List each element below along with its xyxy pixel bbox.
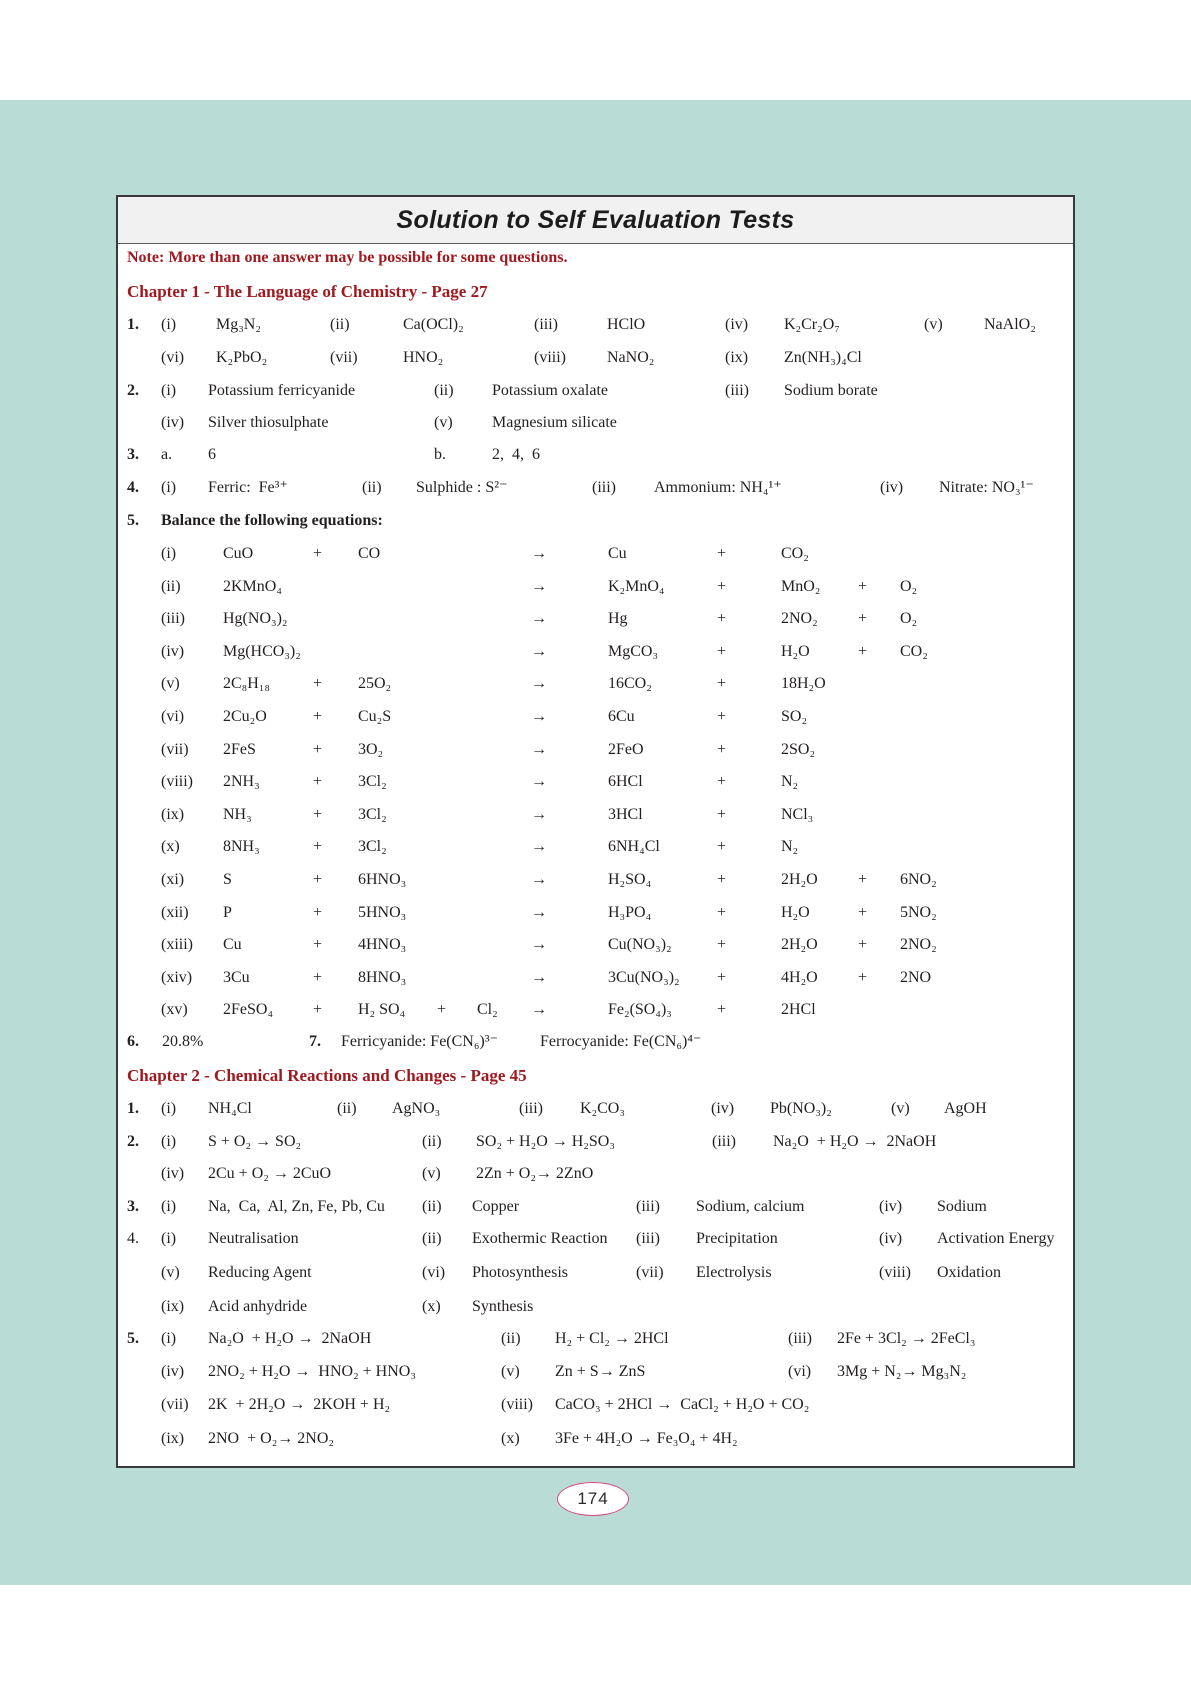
chemical-formula: 2FeSO₄ bbox=[223, 1001, 274, 1018]
chemical-formula: H₂ SO₄ bbox=[358, 1001, 406, 1018]
chemical-formula: Cl₂ bbox=[477, 1001, 498, 1018]
chemical-formula: H₂O bbox=[781, 643, 810, 660]
chemical-formula: 2SO₂ bbox=[781, 741, 816, 758]
item-label: (ix) bbox=[725, 349, 749, 366]
answer-text: Zn(NH₃)₄Cl bbox=[784, 349, 862, 366]
item-label: (iii) bbox=[519, 1100, 543, 1117]
answer-text: Silver thiosulphate bbox=[208, 414, 329, 431]
answer-text: 3Fe + 4H₂O → Fe₃O₄ + 4H₂ bbox=[555, 1430, 738, 1447]
plus-sign: + bbox=[313, 741, 323, 758]
answer-text: Photosynthesis bbox=[472, 1264, 569, 1281]
item-label: (iii) bbox=[712, 1133, 736, 1150]
arrow-sign: → bbox=[531, 773, 547, 790]
answer-text: 2Zn + O₂→ 2ZnO bbox=[476, 1165, 594, 1182]
plus-sign: + bbox=[313, 708, 323, 725]
chemical-formula: 6HNO₃ bbox=[358, 871, 407, 888]
note-text: Note: More than one answer may be possible for some questions. bbox=[127, 249, 568, 266]
plus-sign: + bbox=[717, 871, 727, 888]
plus-sign: + bbox=[313, 838, 323, 855]
arrow-sign: → bbox=[531, 708, 547, 725]
question-number: 4. bbox=[127, 1230, 139, 1247]
chemical-formula: 2H₂O bbox=[781, 936, 818, 953]
answer-text: NaAlO₂ bbox=[984, 316, 1036, 333]
item-label: (viii) bbox=[879, 1264, 911, 1281]
equation-label: (ii) bbox=[161, 578, 181, 595]
question-number: 3. bbox=[127, 1198, 139, 1215]
chemical-formula: H₃PO₄ bbox=[608, 904, 652, 921]
chemical-formula: 3Cl₂ bbox=[358, 838, 387, 855]
item-label: (i) bbox=[161, 382, 177, 399]
chemical-formula: O₂ bbox=[900, 610, 918, 627]
question-number: 2. bbox=[127, 1133, 139, 1150]
equation-label: (xiv) bbox=[161, 969, 193, 986]
chemical-formula: 2FeO bbox=[608, 741, 644, 758]
answer-text: 2, 4, 6 bbox=[492, 446, 540, 463]
answer-text: SO₂ + H₂O → H₂SO₃ bbox=[476, 1133, 615, 1150]
chemical-formula: N₂ bbox=[781, 773, 799, 790]
answer-text: K₂PbO₂ bbox=[216, 349, 268, 366]
item-label: (iii) bbox=[534, 316, 558, 333]
answer-text: Sodium borate bbox=[784, 382, 878, 399]
arrow-sign: → bbox=[531, 838, 547, 855]
equation-label: (ix) bbox=[161, 806, 185, 823]
arrow-sign: → bbox=[531, 578, 547, 595]
chemical-formula: Cu₂S bbox=[358, 708, 392, 725]
item-label: (iii) bbox=[592, 479, 616, 496]
answer-text: K₂CO₃ bbox=[580, 1100, 625, 1117]
chemical-formula: 2KMnO₄ bbox=[223, 578, 282, 595]
chemical-formula: Cu(NO₃)₂ bbox=[608, 936, 672, 953]
item-label: (v) bbox=[924, 316, 943, 333]
item-label: (i) bbox=[161, 1133, 177, 1150]
chemical-formula: MgCO₃ bbox=[608, 643, 659, 660]
arrow-sign: → bbox=[531, 969, 547, 986]
answer-text: K₂Cr₂O₇ bbox=[784, 316, 840, 333]
answer-text: Electrolysis bbox=[696, 1264, 772, 1281]
plus-sign: + bbox=[858, 936, 868, 953]
chemical-formula: 3O₂ bbox=[358, 741, 384, 758]
answer-text: 2NO₂ + H₂O → HNO₂ + HNO₃ bbox=[208, 1363, 416, 1380]
page-number: 174 bbox=[557, 1482, 629, 1516]
plus-sign: + bbox=[313, 545, 323, 562]
chemical-formula: H₂O bbox=[781, 904, 810, 921]
arrow-sign: → bbox=[531, 1001, 547, 1018]
answer-text: Pb(NO₃)₂ bbox=[770, 1100, 832, 1117]
item-label: (iv) bbox=[879, 1198, 903, 1215]
answer-text: Zn + S→ ZnS bbox=[555, 1363, 646, 1380]
chemical-formula: Hg(NO₃)₂ bbox=[223, 610, 288, 627]
chemical-formula: Cu bbox=[608, 545, 627, 562]
chemical-formula: Cu bbox=[223, 936, 242, 953]
item-label: (ii) bbox=[434, 382, 454, 399]
question-number: 6. bbox=[127, 1033, 139, 1050]
equation-label: (xii) bbox=[161, 904, 189, 921]
chemical-formula: MnO₂ bbox=[781, 578, 821, 595]
chapter2-heading: Chapter 2 - Chemical Reactions and Changes - Page 45 bbox=[127, 1066, 527, 1085]
item-label: (ii) bbox=[422, 1133, 442, 1150]
chemical-formula: 2HCl bbox=[781, 1001, 816, 1018]
equation-label: (i) bbox=[161, 545, 177, 562]
chemical-formula: O₂ bbox=[900, 578, 918, 595]
question-number: 3. bbox=[127, 446, 139, 463]
plus-sign: + bbox=[313, 871, 323, 888]
chemical-formula: 3Cl₂ bbox=[358, 773, 387, 790]
answer-text: S + O₂ → SO₂ bbox=[208, 1133, 302, 1150]
answer-text: Ammonium: NH₄¹⁺ bbox=[654, 479, 782, 496]
arrow-sign: → bbox=[531, 936, 547, 953]
plus-sign: + bbox=[313, 904, 323, 921]
plus-sign: + bbox=[858, 969, 868, 986]
answer-text: Ferric: Fe³⁺ bbox=[208, 479, 288, 496]
question-number: 1. bbox=[127, 316, 139, 333]
chemical-formula: 4H₂O bbox=[781, 969, 818, 986]
item-label: (v) bbox=[501, 1363, 520, 1380]
item-label: (iv) bbox=[725, 316, 749, 333]
answer-text: Acid anhydride bbox=[208, 1298, 308, 1315]
plus-sign: + bbox=[313, 969, 323, 986]
answer-text: NH₄Cl bbox=[208, 1100, 252, 1117]
chemical-formula: 5NO₂ bbox=[900, 904, 937, 921]
chemical-formula: CO₂ bbox=[900, 643, 928, 660]
item-label: (vii) bbox=[161, 1396, 189, 1413]
arrow-sign: → bbox=[531, 610, 547, 627]
item-label: (ii) bbox=[330, 316, 350, 333]
answer-text: H₂ + Cl₂ → 2HCl bbox=[555, 1330, 669, 1347]
plus-sign: + bbox=[858, 578, 868, 595]
arrow-sign: → bbox=[531, 545, 547, 562]
item-label: (vi) bbox=[422, 1264, 446, 1281]
plus-sign: + bbox=[717, 708, 727, 725]
answer-text: 2Fe + 3Cl₂ → 2FeCl₃ bbox=[837, 1330, 976, 1347]
item-label: (iii) bbox=[788, 1330, 812, 1347]
answer-text: AgNO₃ bbox=[392, 1100, 441, 1117]
item-label: (i) bbox=[161, 1230, 177, 1247]
question-number: 2. bbox=[127, 382, 139, 399]
item-label: (ii) bbox=[422, 1230, 442, 1247]
item-label: (i) bbox=[161, 1330, 177, 1347]
chemical-formula: 2C₈H₁₈ bbox=[223, 675, 270, 692]
chemical-formula: 2NO bbox=[900, 969, 932, 986]
chemical-formula: 2NO₂ bbox=[781, 610, 818, 627]
answer-text: Copper bbox=[472, 1198, 520, 1215]
answer-text: Potassium ferricyanide bbox=[208, 382, 356, 399]
plus-sign: + bbox=[858, 871, 868, 888]
answer-text: Na, Ca, Al, Zn, Fe, Pb, Cu bbox=[208, 1198, 385, 1215]
item-label: (vii) bbox=[330, 349, 358, 366]
plus-sign: + bbox=[313, 675, 323, 692]
chemical-formula: Mg(HCO₃)₂ bbox=[223, 643, 301, 660]
item-label: (viii) bbox=[501, 1396, 533, 1413]
answer-text: Na₂O + H₂O → 2NaOH bbox=[773, 1133, 937, 1150]
plus-sign: + bbox=[717, 545, 727, 562]
plus-sign: + bbox=[717, 904, 727, 921]
item-label: (v) bbox=[891, 1100, 910, 1117]
item-label: (iv) bbox=[161, 1165, 185, 1182]
chemical-formula: 16CO₂ bbox=[608, 675, 652, 692]
chemical-formula: 8NH₃ bbox=[223, 838, 260, 855]
chemical-formula: 3Cu(NO₃)₂ bbox=[608, 969, 680, 986]
item-label: (i) bbox=[161, 316, 177, 333]
answer-text: Sodium bbox=[937, 1198, 987, 1215]
answer-text: Sodium, calcium bbox=[696, 1198, 805, 1215]
answer-text: Neutralisation bbox=[208, 1230, 299, 1247]
answer-text: Ferrocyanide: Fe(CN₆)⁴⁻ bbox=[540, 1033, 702, 1050]
chemical-formula: H₂SO₄ bbox=[608, 871, 652, 888]
equation-label: (viii) bbox=[161, 773, 193, 790]
answer-text: 2Cu + O₂ → 2CuO bbox=[208, 1165, 332, 1182]
answer-text: Sulphide : S²⁻ bbox=[416, 479, 508, 496]
item-label: (iv) bbox=[879, 1230, 903, 1247]
answer-text: Na₂O + H₂O → 2NaOH bbox=[208, 1330, 372, 1347]
answer-text: HNO₂ bbox=[403, 349, 444, 366]
equation-label: (vi) bbox=[161, 708, 185, 725]
answer-text: Synthesis bbox=[472, 1298, 534, 1315]
item-label: (v) bbox=[434, 414, 453, 431]
plus-sign: + bbox=[717, 969, 727, 986]
chemical-formula: CO₂ bbox=[781, 545, 809, 562]
item-label: (x) bbox=[422, 1298, 441, 1315]
item-label: (ii) bbox=[501, 1330, 521, 1347]
item-label: (v) bbox=[422, 1165, 441, 1182]
chapter1-heading: Chapter 1 - The Language of Chemistry - Page 27 bbox=[127, 282, 488, 301]
answer-text: Magnesium silicate bbox=[492, 414, 617, 431]
question-number: 5. bbox=[127, 1330, 139, 1347]
plus-sign: + bbox=[717, 773, 727, 790]
plus-sign: + bbox=[313, 936, 323, 953]
plus-sign: + bbox=[717, 1001, 727, 1018]
chemical-formula: 6NH₄Cl bbox=[608, 838, 660, 855]
item-label: (vii) bbox=[636, 1264, 664, 1281]
chemical-formula: 4HNO₃ bbox=[358, 936, 407, 953]
chemical-formula: 5HNO₃ bbox=[358, 904, 407, 921]
answer-text: Activation Energy bbox=[937, 1230, 1055, 1247]
answer-text: Ferricyanide: Fe(CN₆)³⁻ bbox=[341, 1033, 498, 1050]
answer-text: Mg₃N₂ bbox=[216, 316, 261, 333]
item-label: (ix) bbox=[161, 1298, 185, 1315]
plus-sign: + bbox=[858, 904, 868, 921]
plus-sign: + bbox=[717, 643, 727, 660]
chemical-formula: 2NH₃ bbox=[223, 773, 260, 790]
arrow-sign: → bbox=[531, 741, 547, 758]
arrow-sign: → bbox=[531, 643, 547, 660]
plus-sign: + bbox=[313, 1001, 323, 1018]
chemical-formula: CO bbox=[358, 545, 381, 562]
item-label: (ii) bbox=[337, 1100, 357, 1117]
chemical-formula: 6HCl bbox=[608, 773, 643, 790]
arrow-sign: → bbox=[531, 806, 547, 823]
answer-text: Nitrate: NO₃¹⁻ bbox=[939, 479, 1034, 496]
item-label: (iv) bbox=[161, 414, 185, 431]
chemical-formula: 2NO₂ bbox=[900, 936, 937, 953]
chemical-formula: N₂ bbox=[781, 838, 799, 855]
page-title: Solution to Self Evaluation Tests bbox=[396, 205, 795, 234]
equation-label: (xi) bbox=[161, 871, 185, 888]
chemical-formula: 3HCl bbox=[608, 806, 643, 823]
answer-text: HClO bbox=[607, 316, 646, 333]
answer-text: 3Mg + N₂→ Mg₃N₂ bbox=[837, 1363, 967, 1380]
item-label: b. bbox=[434, 446, 446, 463]
arrow-sign: → bbox=[531, 871, 547, 888]
item-label: (iv) bbox=[880, 479, 904, 496]
answer-text: Reducing Agent bbox=[208, 1264, 312, 1281]
plus-sign: + bbox=[717, 741, 727, 758]
chemical-formula: 2Cu₂O bbox=[223, 708, 267, 725]
chemical-formula: 25O₂ bbox=[358, 675, 392, 692]
chemical-formula: NCl₃ bbox=[781, 806, 814, 823]
item-label: (viii) bbox=[534, 349, 566, 366]
answer-text: 20.8% bbox=[162, 1033, 204, 1050]
item-label: (iv) bbox=[161, 1363, 185, 1380]
chemical-formula: Hg bbox=[608, 610, 628, 627]
chemical-formula: 18H₂O bbox=[781, 675, 826, 692]
plus-sign: + bbox=[717, 610, 727, 627]
answer-text: 6 bbox=[208, 446, 216, 463]
answer-text: Precipitation bbox=[696, 1230, 778, 1247]
item-label: (x) bbox=[501, 1430, 520, 1447]
item-label: (ii) bbox=[362, 479, 382, 496]
chemical-formula: K₂MnO₄ bbox=[608, 578, 665, 595]
plus-sign: + bbox=[313, 806, 323, 823]
equation-label: (xiii) bbox=[161, 936, 193, 953]
question-number: 7. bbox=[309, 1033, 321, 1050]
plus-sign: + bbox=[313, 773, 323, 790]
equation-label: (v) bbox=[161, 675, 180, 692]
chemical-formula: P bbox=[223, 904, 232, 921]
item-label: (v) bbox=[161, 1264, 180, 1281]
answer-text: 2NO + O₂→ 2NO₂ bbox=[208, 1430, 334, 1447]
plus-sign: + bbox=[717, 675, 727, 692]
chemical-formula: NH₃ bbox=[223, 806, 252, 823]
answer-text: Exothermic Reaction bbox=[472, 1230, 608, 1247]
chemical-formula: 2FeS bbox=[223, 741, 256, 758]
equation-label: (x) bbox=[161, 838, 180, 855]
chemical-formula: 6Cu bbox=[608, 708, 635, 725]
answer-text: Potassium oxalate bbox=[492, 382, 608, 399]
answer-text: Oxidation bbox=[937, 1264, 1001, 1281]
plus-sign: + bbox=[858, 643, 868, 660]
plus-sign: + bbox=[858, 610, 868, 627]
item-label: (i) bbox=[161, 479, 177, 496]
item-label: a. bbox=[161, 446, 173, 463]
plus-sign: + bbox=[437, 1001, 447, 1018]
answer-text: NaNO₂ bbox=[607, 349, 655, 366]
equation-label: (iv) bbox=[161, 643, 185, 660]
chemical-formula: 2H₂O bbox=[781, 871, 818, 888]
answer-text: AgOH bbox=[944, 1100, 987, 1117]
question-number: 5. bbox=[127, 512, 139, 529]
chemical-formula: 6NO₂ bbox=[900, 871, 937, 888]
equation-label: (xv) bbox=[161, 1001, 188, 1018]
chemical-formula: SO₂ bbox=[781, 708, 808, 725]
chemical-formula: S bbox=[223, 871, 232, 888]
chemical-formula: 3Cl₂ bbox=[358, 806, 387, 823]
answer-text: Ca(OCl)₂ bbox=[403, 316, 464, 333]
answer-text: CaCO₃ + 2HCl → CaCl₂ + H₂O + CO₂ bbox=[555, 1396, 810, 1413]
item-label: (iii) bbox=[725, 382, 749, 399]
question-number: 4. bbox=[127, 479, 139, 496]
section-instruction: Balance the following equations: bbox=[161, 512, 383, 529]
arrow-sign: → bbox=[531, 904, 547, 921]
equation-label: (iii) bbox=[161, 610, 185, 627]
item-label: (i) bbox=[161, 1198, 177, 1215]
item-label: (iii) bbox=[636, 1198, 660, 1215]
item-label: (vi) bbox=[161, 349, 185, 366]
plus-sign: + bbox=[717, 806, 727, 823]
item-label: (iv) bbox=[711, 1100, 735, 1117]
item-label: (ii) bbox=[422, 1198, 442, 1215]
chemical-formula: 3Cu bbox=[223, 969, 250, 986]
arrow-sign: → bbox=[531, 675, 547, 692]
plus-sign: + bbox=[717, 578, 727, 595]
question-number: 1. bbox=[127, 1100, 139, 1117]
chemical-formula: CuO bbox=[223, 545, 254, 562]
item-label: (iii) bbox=[636, 1230, 660, 1247]
item-label: (i) bbox=[161, 1100, 177, 1117]
chemical-formula: 8HNO₃ bbox=[358, 969, 407, 986]
answer-text: 2K + 2H₂O → 2KOH + H₂ bbox=[208, 1396, 391, 1413]
equation-label: (vii) bbox=[161, 741, 189, 758]
chemical-formula: Fe₂(SO₄)₃ bbox=[608, 1001, 672, 1018]
plus-sign: + bbox=[717, 838, 727, 855]
plus-sign: + bbox=[717, 936, 727, 953]
item-label: (ix) bbox=[161, 1430, 185, 1447]
item-label: (vi) bbox=[788, 1363, 812, 1380]
